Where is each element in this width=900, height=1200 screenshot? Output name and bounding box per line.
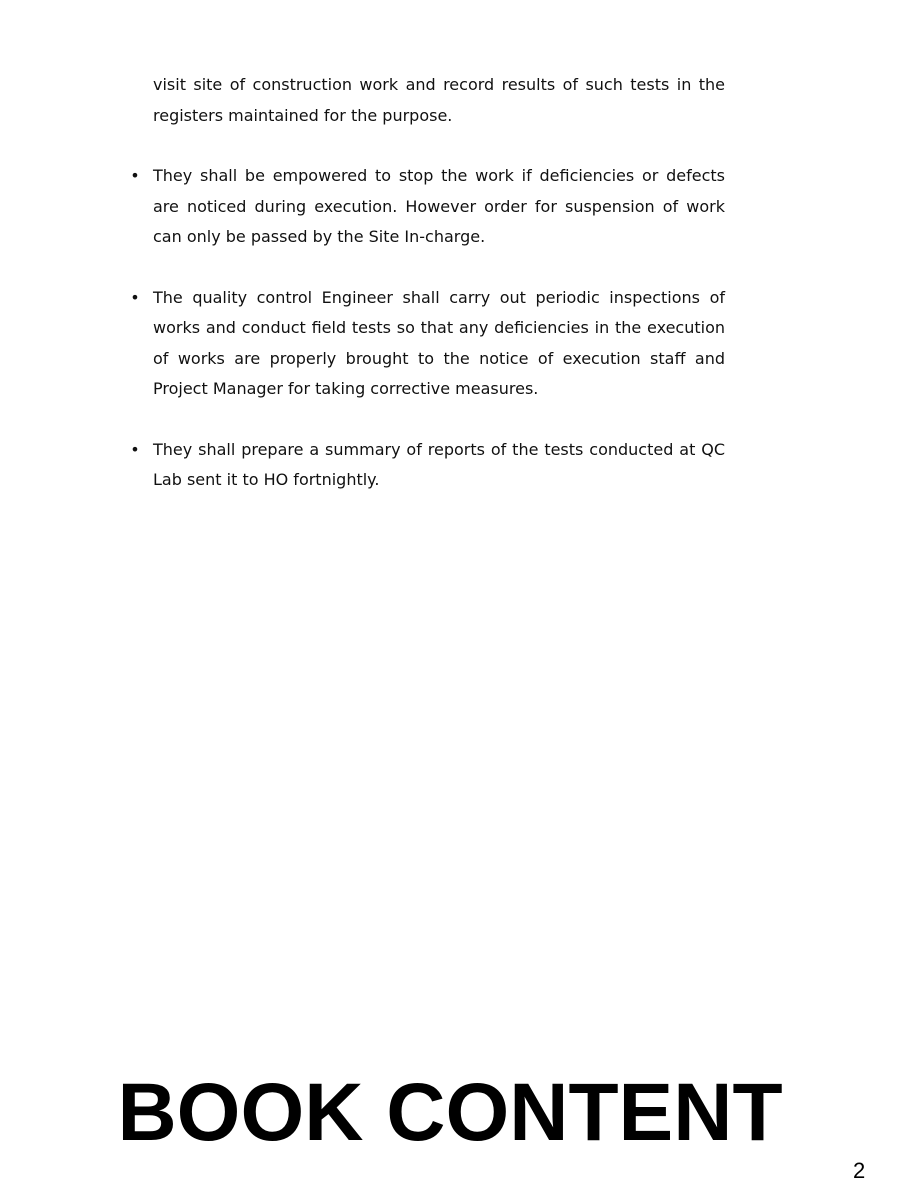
- book-content-title: BOOK CONTENT: [117, 1067, 783, 1158]
- bullet-icon: •: [130, 166, 140, 185]
- bullet-list: [130, 161, 725, 496]
- intro-paragraph: visit site of construction work and record results of such tests in the registers maintained for the purpose.: [153, 75, 725, 125]
- bullet-icon: •: [130, 439, 140, 459]
- list-item: [130, 161, 725, 253]
- bullet-text: The quality control Engineer shall carry out periodic inspections of works and conduct field tests so that any deficiencies in the execution of works are properly brought to the notice of execution staff and Project Manager for taking corrective measures.: [153, 287, 725, 398]
- bullet-icon: •: [130, 287, 140, 307]
- page-number: 2: [853, 1158, 866, 1183]
- bullet-text: They shall prepare a summary of reports of the tests conducted at QC Lab sent it to HO fortnightly.: [153, 439, 725, 489]
- list-item: [130, 283, 725, 405]
- document-body: [130, 70, 725, 496]
- list-item: [130, 435, 725, 496]
- bullet-text: They shall be empowered to stop the work if deficiencies or defects are noticed during execution. However order for suspension of work can only be passed by the Site In-charge.: [153, 166, 725, 246]
